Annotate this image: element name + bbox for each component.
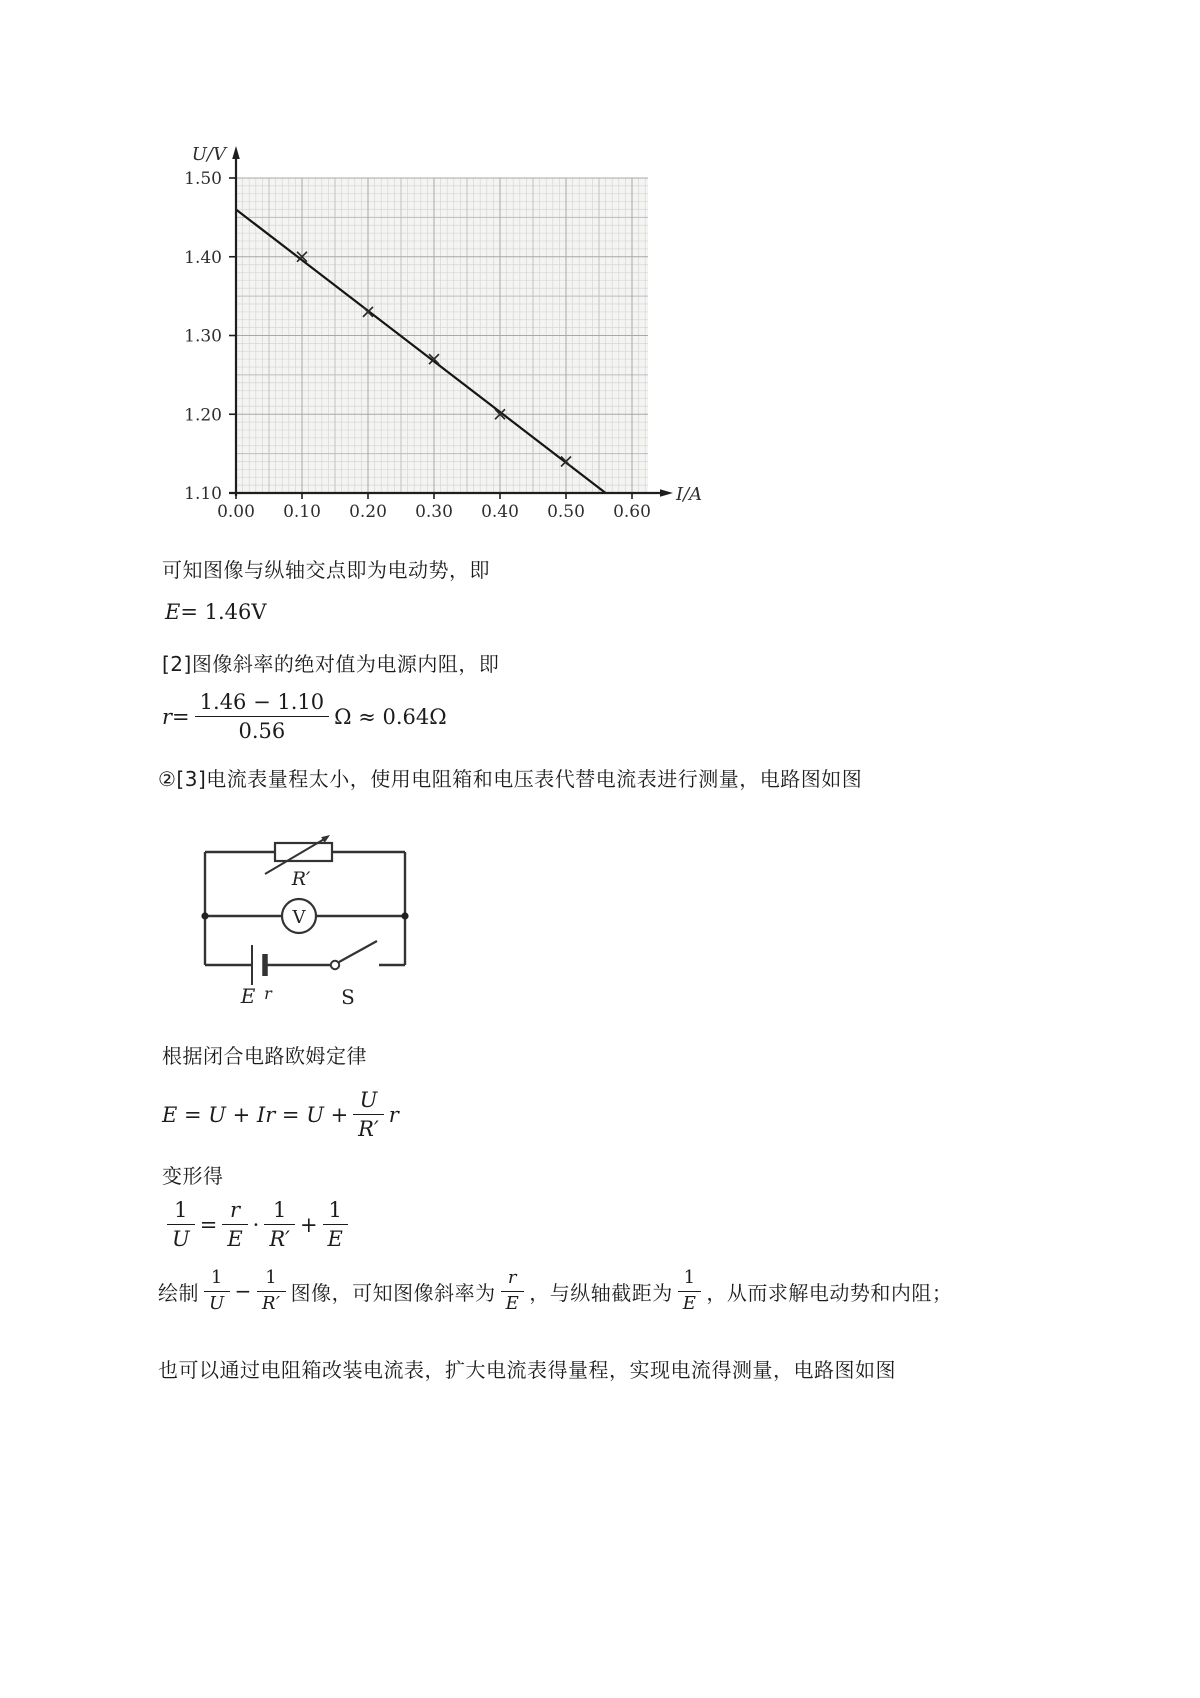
paragraph-transform: 变形得: [162, 1164, 224, 1188]
fraction-numerator: 1: [204, 1268, 230, 1292]
equals-sign: =: [199, 1212, 218, 1237]
text-segment: 绘制: [158, 1280, 199, 1305]
fraction: [353, 1088, 384, 1141]
voltmeter-label: V: [292, 907, 306, 928]
paragraph-intercept: 可知图像与纵轴交点即为电动势，即: [162, 558, 490, 582]
formula-emf: [165, 600, 267, 624]
fraction-numerator: r: [222, 1198, 247, 1225]
fraction-denominator: E: [505, 1292, 520, 1314]
formula-internal-resistance: [162, 690, 447, 743]
fraction: [257, 1268, 286, 1314]
fraction-denominator: U: [172, 1227, 190, 1252]
dot-operator: ·: [252, 1212, 260, 1237]
fraction-denominator: 0.56: [238, 719, 286, 744]
fraction-denominator: E: [227, 1227, 243, 1252]
paragraph-slope: [2]图像斜率的绝对值为电源内阻，即: [162, 652, 500, 676]
battery-r-label: r: [264, 984, 272, 1003]
paragraph-ammeter-range: ②[3]电流表量程太小，使用电阻箱和电压表代替电流表进行测量，电路图如图: [158, 767, 863, 791]
paragraph-plot-method: [158, 1268, 952, 1314]
fraction: [195, 690, 329, 743]
fraction-numerator: 1: [678, 1268, 702, 1292]
fraction-numerator: 1: [323, 1198, 348, 1225]
junction-dot-left: [201, 912, 208, 919]
circuit-svg: [180, 833, 440, 1018]
y-tick-label: 1.40: [184, 247, 222, 268]
fraction-denominator: U: [209, 1292, 225, 1314]
formula-ohm-lead: E = U + Ir = U +: [162, 1102, 349, 1127]
y-tick-label: 1.20: [184, 405, 222, 426]
fraction-denominator: E: [327, 1227, 343, 1252]
fraction: [323, 1198, 348, 1251]
fraction: [167, 1198, 195, 1251]
switch-contact-icon: [331, 961, 339, 969]
formula-emf-variable: E: [165, 600, 181, 624]
x-tick-label: 0.60: [613, 502, 651, 522]
formula-ohm-tail: r: [388, 1102, 399, 1127]
x-tick-label: 0.20: [349, 502, 387, 522]
formula-closed-circuit: [162, 1088, 399, 1141]
x-tick-label: 0.10: [283, 502, 321, 522]
fraction-numerator: 1: [264, 1198, 295, 1225]
fraction: [678, 1268, 702, 1314]
plus-sign: +: [299, 1212, 318, 1237]
fraction-numerator: r: [501, 1268, 525, 1292]
y-tick-label: 1.50: [184, 169, 222, 189]
text-segment: 图像，可知图像斜率为: [290, 1280, 496, 1305]
formula-r-variable: r: [162, 704, 173, 729]
x-tick-label: 0.00: [217, 502, 255, 522]
y-tick-label: 1.10: [184, 484, 222, 504]
y-axis-arrow-icon: [232, 146, 240, 159]
fraction: [501, 1268, 525, 1314]
x-tick-label: 0.40: [481, 502, 519, 522]
text-segment: ，从而求解电动势和内阻；: [706, 1280, 953, 1305]
x-tick-label: 0.50: [547, 502, 585, 522]
formula-emf-value: = 1.46V: [180, 600, 267, 624]
chart-y-tick-labels: [184, 169, 222, 504]
rheostat-label: R′: [291, 868, 311, 890]
paragraph-ohm-law: 根据闭合电路欧姆定律: [162, 1044, 367, 1068]
paragraph-rebuild-ammeter: 也可以通过电阻箱改装电流表，扩大电流表得量程，实现电流得测量，电路图如图: [158, 1358, 896, 1382]
x-axis-label: I/A: [676, 484, 703, 505]
circuit-diagram: [180, 833, 440, 1018]
rheostat-arrowhead-icon: [321, 835, 330, 843]
fraction: [204, 1268, 230, 1314]
fraction-denominator: R′: [269, 1227, 290, 1252]
switch-lever-icon: [339, 941, 377, 962]
text-segment: ，与纵轴截距为: [529, 1280, 673, 1305]
fraction-denominator: R′: [358, 1117, 379, 1142]
battery-emf-label: E: [240, 984, 256, 1008]
fraction-denominator: E: [682, 1292, 697, 1314]
fraction-numerator: 1: [167, 1198, 195, 1225]
formula-r-equals: =: [172, 704, 190, 729]
formula-r-result: Ω ≈ 0.64Ω: [334, 704, 447, 729]
switch-label: S: [341, 985, 355, 1009]
fraction: [264, 1198, 295, 1251]
chart-x-tick-labels: [217, 502, 651, 522]
fraction-numerator: 1: [257, 1268, 286, 1292]
minus-sign: −: [234, 1279, 252, 1304]
x-axis-arrow-icon: [660, 489, 673, 497]
fraction-numerator: 1.46 − 1.10: [195, 690, 329, 717]
fraction: [222, 1198, 247, 1251]
fraction-numerator: U: [353, 1088, 384, 1115]
y-tick-label: 1.30: [184, 326, 222, 347]
chart-svg: [158, 138, 703, 538]
uv-current-chart: [158, 138, 703, 538]
x-tick-label: 0.30: [415, 502, 453, 522]
junction-dot-right: [401, 912, 408, 919]
formula-linearized: [162, 1198, 353, 1251]
y-axis-label: U/V: [191, 144, 226, 165]
fraction-denominator: R′: [261, 1292, 281, 1314]
